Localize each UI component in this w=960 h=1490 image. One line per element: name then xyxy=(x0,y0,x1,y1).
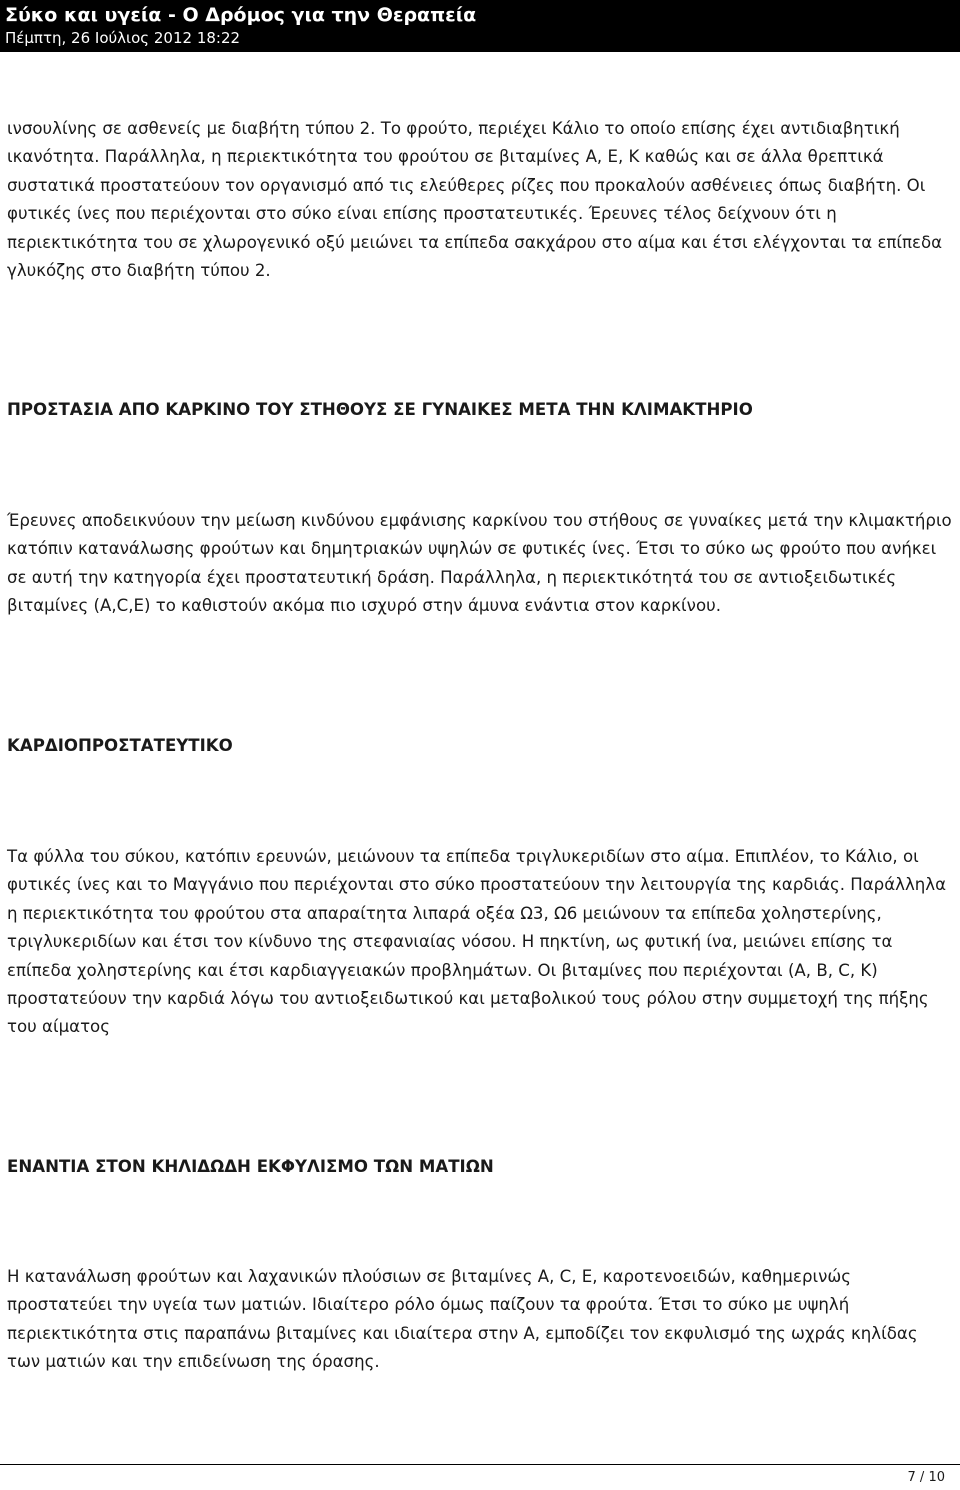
page-number: 7 / 10 xyxy=(907,1470,945,1485)
section-heading-macular-degeneration: ΕΝΑΝΤΙΑ ΣΤΟΝ ΚΗΛΙΔΩΔΗ ΕΚΦΥΛΙΣΜΟ ΤΩΝ ΜΑΤΙΩΝ xyxy=(7,1157,494,1176)
page-header xyxy=(0,0,960,52)
intro-paragraph: ινσουλίνης σε ασθενείς με διαβήτη τύπου 2. Το φρούτο, περιέχει Κάλιο το οποίο επίσης έχει αντιδιαβητική ικανότητα. Παράλληλα, η περιεκτικότητα του φρούτου σε βιταμίνες Α, Ε, Κ καθώς και σε άλλα θρεπτικά συστατικά προστατεύουν τον οργανισμό από τις ελεύθερες ρίζες που προκαλούν ασθένειες όπως διαβήτη. Οι φυτικές ίνες που περιέχονται στο σύκο είναι επίσης προστατευτικές. Έρευνες τέλος δείχνουν ότι η περιεκτικότητα του σε χλωρογενικό οξύ μειώνει τα επίπεδα σακχάρου στο αίμα και έτσι ελέγχονται τα επίπεδα γλυκόζης στο διαβήτη τύπου 2. xyxy=(7,119,943,281)
publish-date: Πέμπτη, 26 Ιούλιος 2012 18:22 xyxy=(5,29,241,47)
section-heading-breast-cancer: ΠΡΟΣΤΑΣΙΑ ΑΠΟ ΚΑΡΚΙΝΟ ΤΟΥ ΣΤΗΘΟΥΣ ΣΕ ΓΥΝΑΙΚΕΣ ΜΕΤΑ ΤΗΝ ΚΛΙΜΑΚΤΗΡΙΟ xyxy=(7,400,753,419)
section-body-breast-cancer: Έρευνες αποδεικνύουν την μείωση κινδύνου εμφάνισης καρκίνου του στήθους σε γυναίκες μετά την κλιμακτήριο κατόπιν κατανάλωσης φρούτων και δημητριακών υψηλών σε φυτικές ίνες. Έτσι το σύκο ως φρούτο που ανήκει σε αυτή την κατηγορία έχει προστατευτική δράση. Παράλληλα, η περιεκτικότητά του σε αντιοξειδωτικές βιταμίνες (A,C,E) το καθιστούν ακόμα πιο ισχυρό στην άμυνα ενάντια στον καρκίνου. xyxy=(7,511,952,616)
section-body-cardioprotective: Τα φύλλα του σύκου, κατόπιν ερευνών, μειώνουν τα επίπεδα τριγλυκεριδίων στο αίμα. Επιπλέον, το Κάλιο, οι φυτικές ίνες και το Μαγγάνιο που περιέχονται στο σύκο προστατεύουν την λειτουργία της καρδιάς. Παράλληλα η περιεκτικότητα του φρούτου στα απαραίτητα λιπαρά οξέα Ω3, Ω6 μειώνουν τα επίπεδα χοληστερίνης, τριγλυκεριδίων και έτσι τον κίνδυνο της στεφανιαίας νόσου. Η πηκτίνη, ως φυτική ίνα, μειώνει επίσης τα επίπεδα χοληστερίνης και έτσι καρδιαγγειακών προβλημάτων. Οι βιταμίνες που περιέχονται (A, B, C, K) προστατεύουν την καρδιά λόγω του αντιοξειδωτικού και μεταβολικού τους ρόλου στην συμμετοχή της πήξης του αίματος xyxy=(7,847,947,1037)
section-body-macular-degeneration: Η κατανάλωση φρούτων και λαχανικών πλούσιων σε βιταμίνες A, C, E, καροτενοειδών, καθημερινώς προστατεύει την υγεία των ματιών. Ιδιαίτερο ρόλο όμως παίζουν τα φρούτα. Έτσι το σύκο με υψηλή περιεκτικότητα στις παραπάνω βιταμίνες και ιδιαίτερα στην Α, εμποδίζει τον εκφυλισμό της ωχράς κηλίδας των ματιών και την επιδείνωση της όρασης. xyxy=(7,1267,918,1372)
page-title: Σύκο και υγεία - Ο Δρόμος για την Θεραπεία xyxy=(5,4,477,26)
section-heading-cardioprotective: ΚΑΡΔΙΟΠΡΟΣΤΑΤΕΥΤΙΚΟ xyxy=(7,736,233,755)
footer-divider xyxy=(0,1464,960,1465)
